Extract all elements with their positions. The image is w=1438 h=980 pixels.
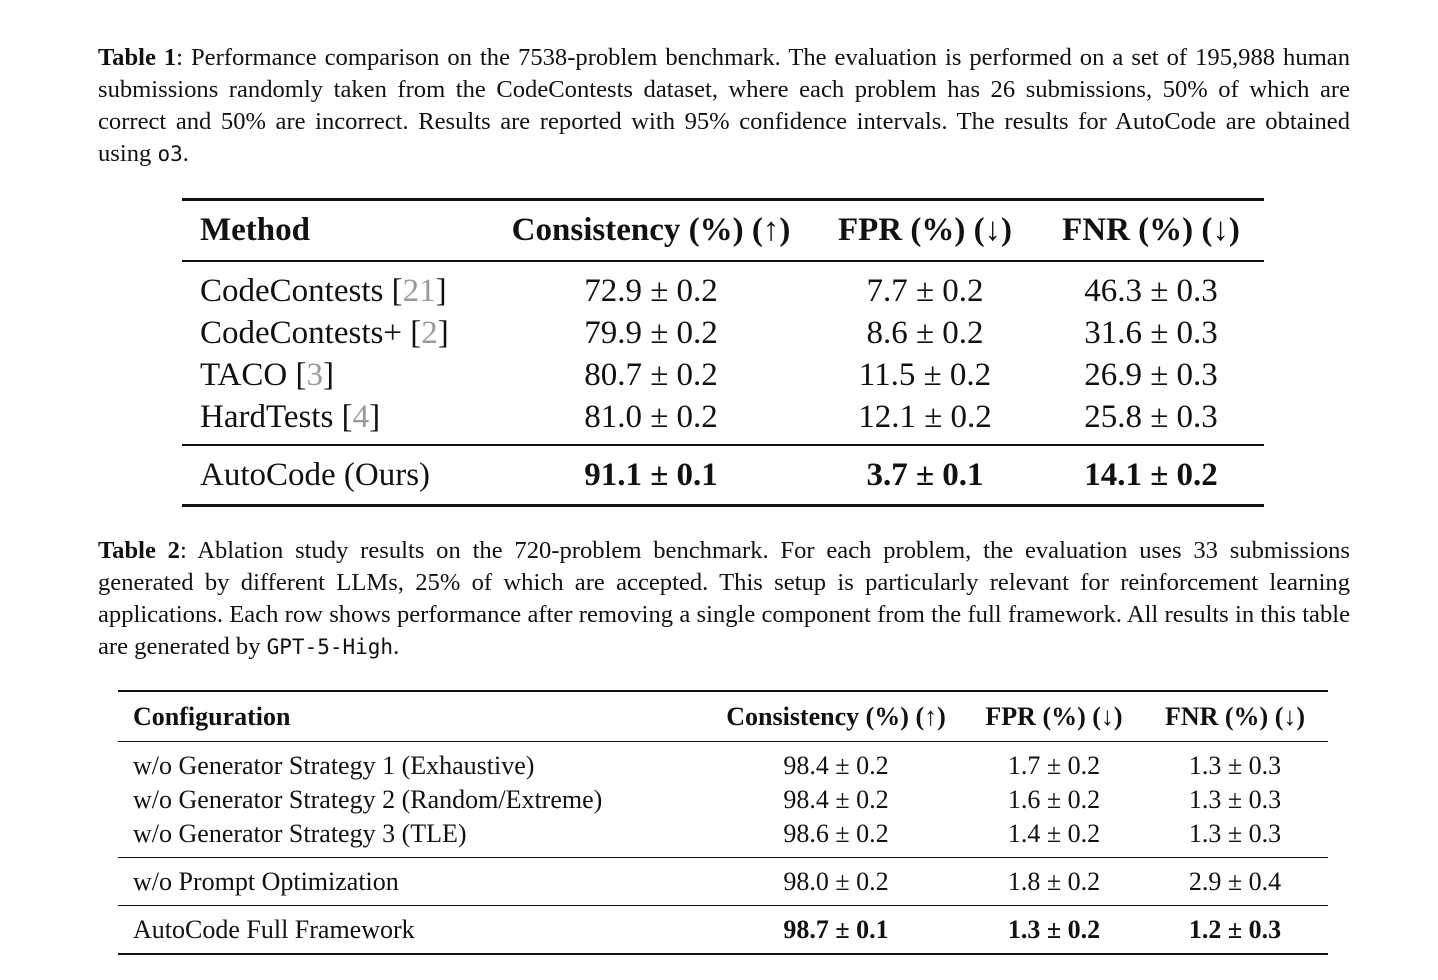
table1-ours-row <box>182 445 1264 506</box>
table2-caption-text: : Ablation study results on the 720-problem benchmark. For each problem, the evaluation uses 33 submissions generated by different LLMs, 25% of which are accepted. This setup is particularly relevant for reinforcement learning applications. Each row shows performance after removing a single component from the full framework. All results in this table are generated by <box>98 537 1350 660</box>
method-cell: CodeContests [21] <box>200 273 447 309</box>
consistency-cell: 81.0 ± 0.2 <box>584 399 718 435</box>
fnr-cell: 25.8 ± 0.3 <box>1084 399 1218 435</box>
method-name: AutoCode (Ours) <box>200 457 431 493</box>
consistency-cell: 98.4 ± 0.2 <box>783 751 889 780</box>
table2-full-row <box>118 906 1328 955</box>
method-name: CodeContests <box>200 273 392 309</box>
table1-caption-code: o3 <box>157 142 183 166</box>
configuration-cell: AutoCode Full Framework <box>133 915 415 944</box>
table1-header-fpr: FPR (%) (↓) <box>837 212 1013 248</box>
fnr-cell: 46.3 ± 0.3 <box>1084 273 1218 309</box>
consistency-cell: 80.7 ± 0.2 <box>584 357 718 393</box>
fpr-cell: 7.7 ± 0.2 <box>866 273 984 309</box>
method-name: HardTests <box>200 399 342 435</box>
table2-header-fpr: FPR (%) (↓) <box>985 701 1123 731</box>
configuration-cell: w/o Prompt Optimization <box>133 867 399 896</box>
method-cell: CodeContests+ [2] <box>200 315 449 351</box>
table2-caption-end: . <box>393 633 400 660</box>
table-row <box>118 817 1328 858</box>
method-name: CodeContests+ <box>200 315 411 351</box>
fnr-cell: 1.3 ± 0.3 <box>1188 785 1282 814</box>
consistency-cell: 72.9 ± 0.2 <box>584 273 718 309</box>
method-name: TACO <box>200 357 296 393</box>
table1-caption <box>98 42 1350 170</box>
fnr-cell: 1.2 ± 0.3 <box>1188 915 1282 944</box>
table2-prompt-row <box>118 858 1328 906</box>
citation-link[interactable]: 4 <box>352 399 370 435</box>
citation-link[interactable]: 2 <box>421 315 438 351</box>
table-row <box>182 396 1264 445</box>
table1-header-consistency: Consistency (%) (↑) <box>511 212 791 248</box>
consistency-cell: 98.4 ± 0.2 <box>783 785 889 814</box>
table1 <box>182 198 1264 507</box>
fnr-cell: 2.9 ± 0.4 <box>1188 867 1282 896</box>
fpr-cell: 1.7 ± 0.2 <box>1007 751 1101 780</box>
table2-header-fnr: FNR (%) (↓) <box>1164 701 1306 731</box>
fnr-cell: 1.3 ± 0.3 <box>1188 819 1282 848</box>
table2-caption <box>98 535 1350 663</box>
table2 <box>118 690 1328 955</box>
table1-header-row <box>182 200 1264 262</box>
citation-link[interactable]: 21 <box>402 273 436 309</box>
table-row <box>118 783 1328 817</box>
table1-caption-end: . <box>182 140 189 167</box>
table1-caption-text: : Performance comparison on the 7538-problem benchmark. The evaluation is performed on a set of 195,988 human submissions randomly taken from the CodeContests dataset, where each problem has 26 submissions, 50% of which are correct and 50% are incorrect. Results are reported with 95% confidence intervals. The results for AutoCode are obtained using <box>98 44 1350 167</box>
configuration-cell: w/o Generator Strategy 1 (Exhaustive) <box>133 751 535 780</box>
fpr-cell: 1.8 ± 0.2 <box>1007 867 1101 896</box>
configuration-cell: w/o Generator Strategy 3 (TLE) <box>133 819 467 848</box>
fnr-cell: 26.9 ± 0.3 <box>1084 357 1218 393</box>
table2-header-consistency: Consistency (%) (↑) <box>726 701 946 731</box>
method-cell: TACO [3] <box>200 357 334 393</box>
table2-header-configuration: Configuration <box>133 701 291 731</box>
consistency-cell: 98.6 ± 0.2 <box>783 819 889 848</box>
consistency-cell: 98.0 ± 0.2 <box>783 867 889 896</box>
fpr-cell: 1.6 ± 0.2 <box>1007 785 1101 814</box>
fnr-cell: 14.1 ± 0.2 <box>1084 457 1218 493</box>
table1-header-fnr: FNR (%) (↓) <box>1062 212 1240 248</box>
fpr-cell: 11.5 ± 0.2 <box>858 357 992 393</box>
table-row <box>182 312 1264 354</box>
table1-header-method: Method <box>200 212 310 248</box>
table1-caption-label: Table 1 <box>98 44 177 71</box>
consistency-cell: 91.1 ± 0.1 <box>584 457 718 493</box>
table-row <box>118 742 1328 784</box>
table-row <box>182 354 1264 396</box>
fnr-cell: 31.6 ± 0.3 <box>1084 315 1218 351</box>
fpr-cell: 8.6 ± 0.2 <box>866 315 984 351</box>
table-row <box>182 261 1264 312</box>
configuration-cell: w/o Generator Strategy 2 (Random/Extreme) <box>133 785 603 814</box>
consistency-cell: 79.9 ± 0.2 <box>584 315 718 351</box>
fpr-cell: 1.3 ± 0.2 <box>1007 915 1101 944</box>
fpr-cell: 1.4 ± 0.2 <box>1007 819 1101 848</box>
consistency-cell: 98.7 ± 0.1 <box>783 915 889 944</box>
table2-header-row <box>118 691 1328 742</box>
fpr-cell: 3.7 ± 0.1 <box>866 457 984 493</box>
method-cell: HardTests [4] <box>200 399 381 435</box>
citation-link[interactable]: 3 <box>306 357 323 393</box>
table2-caption-label: Table 2 <box>98 537 180 564</box>
fpr-cell: 12.1 ± 0.2 <box>858 399 992 435</box>
fnr-cell: 1.3 ± 0.3 <box>1188 751 1282 780</box>
table2-caption-code: GPT-5-High <box>266 635 394 659</box>
